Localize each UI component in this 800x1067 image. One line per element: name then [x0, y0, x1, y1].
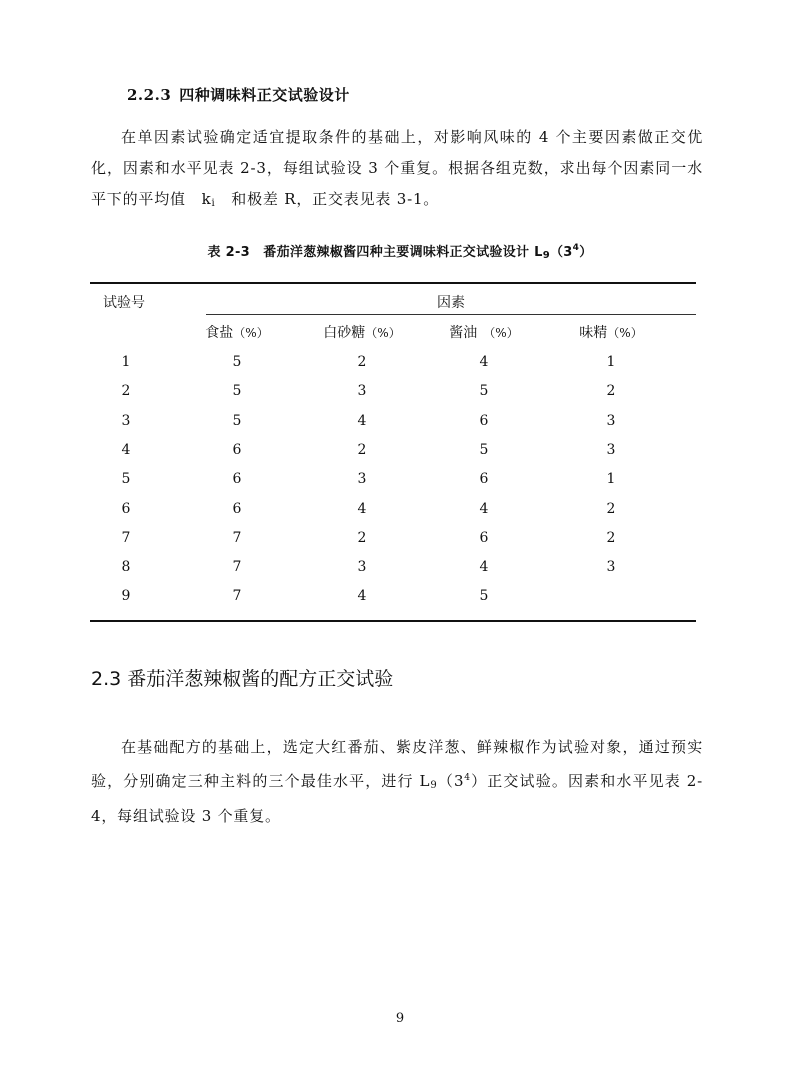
table-cell: 3 [606, 559, 616, 576]
table-cell: 6 [232, 500, 242, 517]
table-cell: 2 [357, 529, 367, 546]
table-cell: 1 [606, 471, 616, 488]
table-cell-trial: 1 [121, 354, 131, 370]
table-caption: 表 2-3 番茄洋葱辣椒酱四种主要调味料正交试验设计 $L_9(3^4)$ [207, 243, 593, 261]
column-header-sugar: 白砂糖（%） [323, 325, 401, 341]
table-cell: 1 [606, 354, 616, 370]
table-cell-trial: 6 [121, 500, 131, 517]
table-cell: 5 [479, 383, 489, 400]
table-cell: 3 [357, 559, 367, 576]
table-cell: 3 [357, 383, 367, 400]
header-factors: 因素 [437, 295, 465, 311]
table-cell: 5 [479, 588, 489, 605]
table-cell: 6 [479, 471, 489, 488]
column-header-soy-sauce: 酱油 （%） [449, 325, 519, 341]
table-cell: 2 [606, 383, 616, 400]
section-number: 2.2.3 [127, 86, 172, 104]
table-cell: 4 [357, 412, 367, 429]
section-heading-2-2-3 [127, 84, 350, 105]
table-cell: 4 [357, 500, 367, 517]
table-cell-trial: 5 [121, 471, 131, 488]
table-cell: 5 [479, 441, 489, 458]
table-cell: 7 [232, 559, 242, 576]
paragraph-text: 在单因素试验确定适宜提取条件的基础上，对影响风味的 4 个主要因素做正交优化，因素和水平见表 2-3，每组试验设 3 个重复。根据各组克数，求出每个因素同一水平下的平均值 k [91, 128, 703, 208]
table-cell-trial: 2 [121, 383, 131, 400]
column-header-msg: 味精（%） [579, 325, 643, 341]
table-cell: 3 [606, 441, 616, 458]
table-cell: 2 [357, 354, 367, 370]
table-cell: 6 [232, 471, 242, 488]
paragraph-orthogonal-design [91, 122, 703, 219]
table-cell: 6 [232, 441, 242, 458]
table-cell: 6 [479, 529, 489, 546]
paragraph-formula-orthogonal: 在基础配方的基础上，选定大红番茄、紫皮洋葱、鲜辣椒作为试验对象，通过预实验，分别确定三种主料的三个最佳水平，进行 $L_9(3^4)$正交试验。因素和水平见表 2-4，每组试验设 3 个重复。 [91, 738, 703, 825]
table-cell-trial: 3 [121, 412, 131, 429]
table-cell: 4 [479, 559, 489, 576]
table-cell-trial: 4 [121, 441, 131, 458]
header-trial-number: 试验号 [103, 295, 145, 311]
subscript-i: i [211, 198, 216, 209]
table-cell: 4 [357, 588, 367, 605]
section-heading-2-3: 2.3 番茄洋葱辣椒酱的配方正交试验 [91, 668, 394, 690]
table-cell: 2 [357, 441, 367, 458]
table-cell: 4 [479, 354, 489, 370]
table-cell: 2 [606, 529, 616, 546]
section-title: 四种调味料正交试验设计 [179, 86, 350, 104]
table-cell-trial: 9 [121, 588, 131, 605]
page-number: 9 [395, 1011, 405, 1026]
column-header-salt: 食盐（%） [205, 325, 269, 341]
table-cell: 5 [232, 412, 242, 429]
table-cell: 5 [232, 383, 242, 400]
table-cell: 4 [479, 500, 489, 517]
table-top-rule [90, 282, 696, 284]
table-cell: 6 [479, 412, 489, 429]
table-cell: 7 [232, 588, 242, 605]
table-cell: 5 [232, 354, 242, 370]
table-cell: 3 [357, 471, 367, 488]
table-cell-trial: 8 [121, 559, 131, 576]
factor-header-rule [206, 314, 696, 315]
table-cell: 2 [606, 500, 616, 517]
table-bottom-rule [90, 620, 696, 622]
table-cell: 3 [606, 412, 616, 429]
table-cell-trial: 7 [121, 529, 131, 546]
paragraph-text-end: 和极差 R，正交表见表 3-1。 [215, 190, 440, 208]
table-cell: 7 [232, 529, 242, 546]
